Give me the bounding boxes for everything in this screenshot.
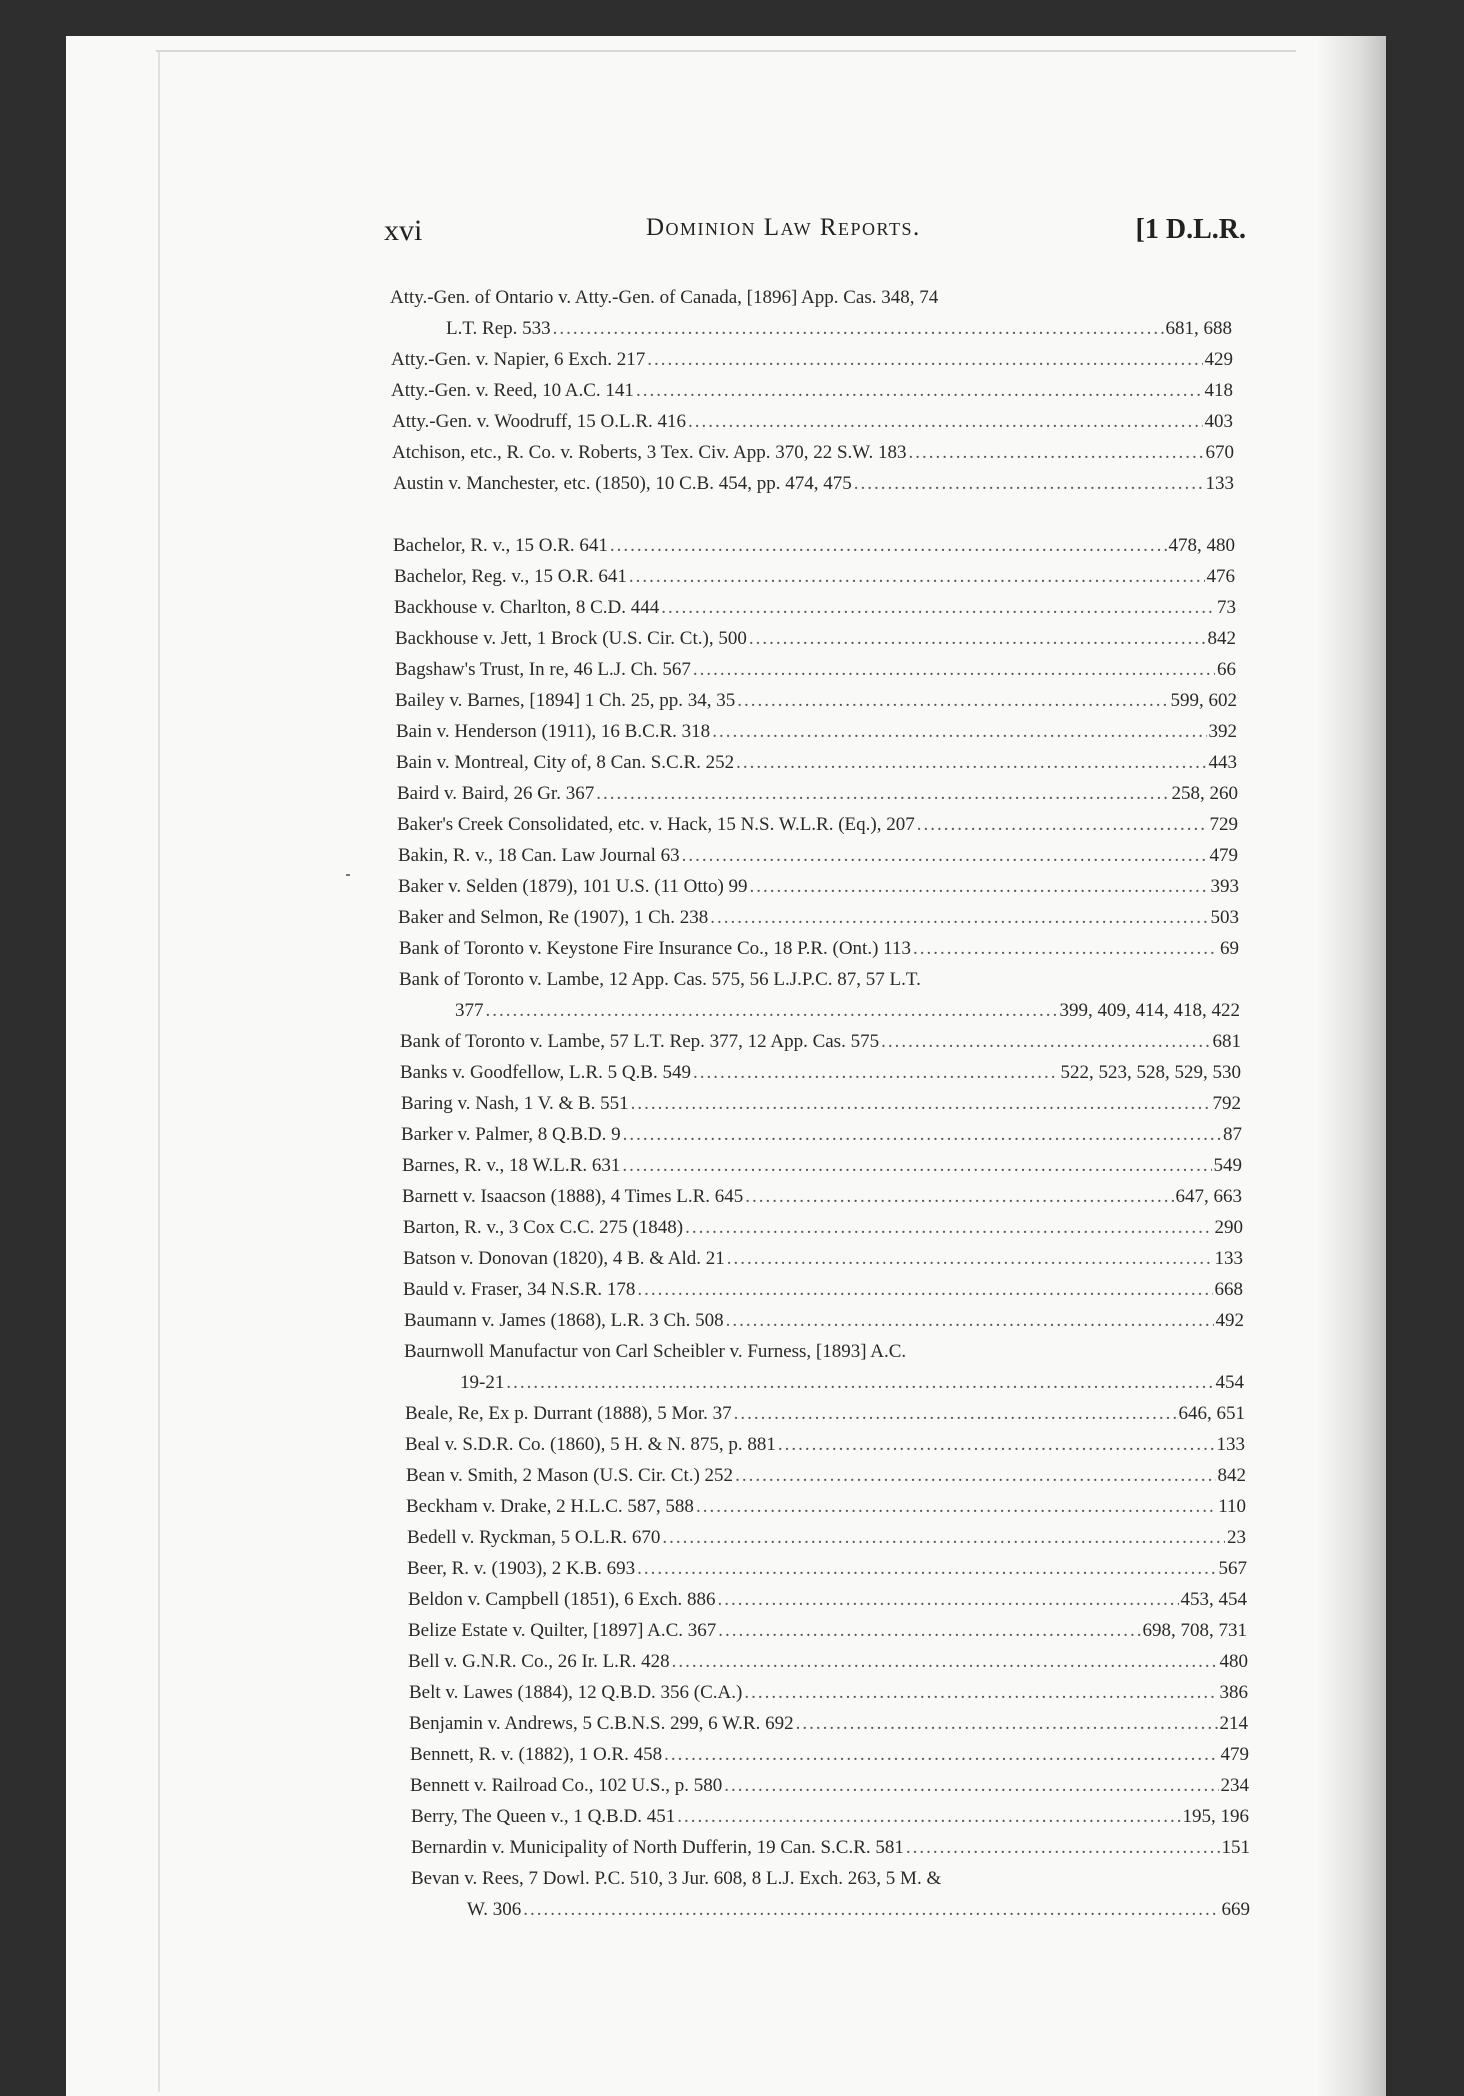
page-reference: 479 (1209, 845, 1238, 866)
case-entry (400, 1057, 1241, 1088)
case-entry (392, 437, 1234, 468)
dot-leader (750, 871, 1209, 902)
page-reference: 729 (1209, 814, 1238, 835)
case-title: Beer, R. v. (1903), 2 K.B. 693 (407, 1558, 636, 1579)
page-reference: 73 (1217, 597, 1236, 618)
case-entry (409, 1708, 1248, 1739)
case-title: Bank of Toronto v. Lambe, 12 App. Cas. 575, 56 L.J.P.C. 87, 57 L.T. (399, 969, 921, 990)
page-reference: 503 (1210, 907, 1239, 928)
case-entry (399, 933, 1239, 964)
page-reference: 393 (1210, 876, 1239, 897)
dot-leader (854, 468, 1204, 499)
case-title: Beale, Re, Ex p. Durrant (1888), 5 Mor. 37 (405, 1403, 732, 1424)
case-title: Bachelor, Reg. v., 15 O.R. 641 (394, 566, 627, 587)
case-entry (395, 685, 1237, 716)
case-title: Bedell v. Ryckman, 5 O.L.R. 670 (407, 1527, 661, 1548)
page-reference: 418 (1204, 380, 1233, 401)
page-reference: 258, 260 (1171, 783, 1238, 804)
case-entry (410, 1739, 1249, 1770)
case-entry (401, 1119, 1242, 1150)
case-entry (403, 1243, 1243, 1274)
case-title: Baurnwoll Manufactur von Carl Scheibler v. Furness, [1893] A.C. (404, 1341, 907, 1362)
page-reference: 133 (1214, 1248, 1243, 1269)
case-entry (403, 1274, 1243, 1305)
dot-leader (745, 1181, 1173, 1212)
case-entry (398, 902, 1239, 933)
case-title: Baker's Creek Consolidated, etc. v. Hack, 15 N.S. W.L.R. (Eq.), 207 (397, 814, 915, 835)
case-entry (405, 1429, 1245, 1460)
case-entry (390, 282, 1232, 344)
page-reference: 399, 409, 414, 418, 422 (1059, 1000, 1240, 1021)
page-reference: 670 (1205, 442, 1234, 463)
page-reference: 476 (1206, 566, 1235, 587)
case-title: Bauld v. Fraser, 34 N.S.R. 178 (403, 1279, 636, 1300)
dot-leader (637, 1274, 1212, 1305)
case-title: Austin v. Manchester, etc. (1850), 10 C.B. 454, pp. 474, 475 (393, 473, 852, 494)
case-entry (401, 1088, 1241, 1119)
case-title: Bain v. Henderson (1911), 16 B.C.R. 318 (396, 721, 711, 742)
case-title: Atty.-Gen. of Ontario v. Atty.-Gen. of Canada, [1896] App. Cas. 348, 74 (390, 287, 939, 308)
case-title: Barker v. Palmer, 8 Q.B.D. 9 (401, 1124, 621, 1145)
case-entry (391, 344, 1233, 375)
dot-leader (718, 1615, 1140, 1646)
dot-leader (672, 1646, 1218, 1677)
dot-leader (734, 1398, 1177, 1429)
case-title: Banks v. Goodfellow, L.R. 5 Q.B. 549 (400, 1062, 691, 1083)
running-title: Dominion Law Reports. (646, 214, 921, 241)
case-entry (391, 375, 1233, 406)
case-title: Beckham v. Drake, 2 H.L.C. 587, 588 (406, 1496, 694, 1517)
case-entry (407, 1522, 1246, 1553)
dot-leader (693, 1057, 1059, 1088)
page-reference: 698, 708, 731 (1142, 1620, 1247, 1641)
case-title: Barnes, R. v., 18 W.L.R. 631 (402, 1155, 621, 1176)
dot-leader (717, 1584, 1178, 1615)
case-entry (398, 871, 1239, 902)
case-entry (394, 561, 1235, 592)
case-entry (406, 1491, 1246, 1522)
case-title: Baker v. Selden (1879), 101 U.S. (11 Otto) 99 (398, 876, 748, 897)
case-title: Bank of Toronto v. Lambe, 57 L.T. Rep. 377, 12 App. Cas. 575 (400, 1031, 880, 1052)
dot-leader (710, 902, 1208, 933)
dot-leader (917, 809, 1208, 840)
page-reference: 290 (1214, 1217, 1243, 1238)
page-reference: 23 (1227, 1527, 1246, 1548)
page-reference: 234 (1220, 1775, 1249, 1796)
page-reference: 429 (1204, 349, 1233, 370)
stray-mark (346, 874, 350, 876)
page-reference: 842 (1217, 1465, 1246, 1486)
page-reference: 453, 454 (1180, 1589, 1247, 1610)
case-entry (393, 468, 1234, 499)
case-title: Backhouse v. Jett, 1 Brock (U.S. Cir. Ct.), 500 (395, 628, 747, 649)
case-title: Bell v. G.N.R. Co., 26 Ir. L.R. 428 (408, 1651, 670, 1672)
case-title-continuation: L.T. Rep. 533 (446, 318, 551, 339)
case-entry (408, 1646, 1248, 1677)
case-entry (395, 654, 1236, 685)
page-reference: 479 (1220, 1744, 1249, 1765)
dot-leader (647, 344, 1202, 375)
case-title: Belize Estate v. Quilter, [1897] A.C. 367 (408, 1620, 717, 1641)
case-entry (399, 964, 1240, 1026)
page-reference: 842 (1207, 628, 1236, 649)
case-title: Baird v. Baird, 26 Gr. 367 (397, 783, 595, 804)
dot-leader (906, 1832, 1220, 1863)
case-title: Backhouse v. Charlton, 8 C.D. 444 (394, 597, 660, 618)
case-entry (409, 1677, 1248, 1708)
case-entry (411, 1801, 1249, 1832)
dot-leader (664, 1739, 1218, 1770)
dot-leader (724, 1770, 1218, 1801)
dot-leader (685, 1212, 1212, 1243)
page-reference: 69 (1220, 938, 1239, 959)
page-reference: 403 (1204, 411, 1233, 432)
dot-leader (688, 406, 1203, 437)
case-entry (406, 1460, 1246, 1491)
dot-leader (523, 1894, 1219, 1925)
dot-leader (778, 1429, 1215, 1460)
page-reference: 454 (1215, 1372, 1244, 1393)
case-entry (400, 1026, 1241, 1057)
page-reference: 66 (1217, 659, 1236, 680)
case-entry (397, 809, 1238, 840)
case-entry (392, 406, 1233, 437)
case-title: Bennett v. Railroad Co., 102 U.S., p. 580 (410, 1775, 723, 1796)
dot-leader (735, 1460, 1215, 1491)
page-reference: 133 (1216, 1434, 1245, 1455)
case-entry (410, 1770, 1249, 1801)
dot-leader (913, 933, 1218, 964)
case-title: Bain v. Montreal, City of, 8 Can. S.C.R. 252 (396, 752, 735, 773)
case-title: Bennett, R. v. (1882), 1 O.R. 458 (410, 1744, 663, 1765)
page-reference: 681, 688 (1165, 318, 1232, 339)
case-title: Benjamin v. Andrews, 5 C.B.N.S. 299, 6 W.R. 692 (409, 1713, 794, 1734)
page-reference: 480 (1219, 1651, 1248, 1672)
page-reference: 492 (1215, 1310, 1244, 1331)
case-entry (394, 592, 1236, 623)
case-title: Bernardin v. Municipality of North Dufferin, 19 Can. S.C.R. 581 (411, 1837, 904, 1858)
case-title: Barton, R. v., 3 Cox C.C. 275 (1848) (403, 1217, 684, 1238)
dot-leader (506, 1367, 1213, 1398)
dot-leader (636, 375, 1203, 406)
page-number: xvi (384, 214, 423, 247)
dot-leader (744, 1677, 1217, 1708)
case-entry (393, 530, 1235, 561)
case-title: Berry, The Queen v., 1 Q.B.D. 451 (411, 1806, 676, 1827)
volume-citation: [1 D.L.R. (1135, 214, 1246, 245)
case-entry (404, 1336, 1244, 1398)
case-title: Baring v. Nash, 1 V. & B. 551 (401, 1093, 629, 1114)
page-reference: 646, 651 (1178, 1403, 1245, 1424)
case-entry (402, 1150, 1242, 1181)
page-reference: 647, 663 (1175, 1186, 1242, 1207)
page-reference: 386 (1219, 1682, 1248, 1703)
case-title: Barnett v. Isaacson (1888), 4 Times L.R. 645 (402, 1186, 744, 1207)
page-reference: 87 (1223, 1124, 1242, 1145)
case-title: Atty.-Gen. v. Reed, 10 A.C. 141 (391, 380, 634, 401)
page-reference: 478, 480 (1168, 535, 1235, 556)
case-title: Baker and Selmon, Re (1907), 1 Ch. 238 (398, 907, 709, 928)
dot-leader (737, 685, 1168, 716)
case-title: Bank of Toronto v. Keystone Fire Insurance Co., 18 P.R. (Ont.) 113 (399, 938, 911, 959)
case-title: Belt v. Lawes (1884), 12 Q.B.D. 356 (C.A.) (409, 1682, 743, 1703)
page-reference: 214 (1219, 1713, 1248, 1734)
dot-leader (622, 1150, 1211, 1181)
case-entry (396, 747, 1237, 778)
dot-leader (486, 995, 1058, 1026)
case-entry (408, 1584, 1247, 1615)
dot-leader (596, 778, 1169, 809)
case-title: Beal v. S.D.R. Co. (1860), 5 H. & N. 875, p. 881 (405, 1434, 776, 1455)
case-title: Atty.-Gen. v. Woodruff, 15 O.L.R. 416 (392, 411, 686, 432)
dot-leader (736, 747, 1206, 778)
case-entry (407, 1553, 1247, 1584)
case-entry (397, 778, 1238, 809)
case-title: Beldon v. Campbell (1851), 6 Exch. 886 (408, 1589, 716, 1610)
page-reference: 792 (1212, 1093, 1241, 1114)
case-title: Atchison, etc., R. Co. v. Roberts, 3 Tex. Civ. App. 370, 22 S.W. 183 (392, 442, 907, 463)
case-entry (396, 716, 1237, 747)
dot-leader (749, 623, 1206, 654)
dot-leader (631, 1088, 1211, 1119)
case-title: Batson v. Donovan (1820), 4 B. & Ald. 21 (403, 1248, 725, 1269)
dot-leader (682, 840, 1208, 871)
dot-leader (712, 716, 1206, 747)
case-title: Atty.-Gen. v. Napier, 6 Exch. 217 (391, 349, 646, 370)
page-reference: 195, 196 (1182, 1806, 1249, 1827)
case-title: Bean v. Smith, 2 Mason (U.S. Cir. Ct.) 252 (406, 1465, 734, 1486)
page-reference: 110 (1218, 1496, 1246, 1517)
dot-leader (629, 561, 1205, 592)
dot-leader (661, 592, 1215, 623)
case-title: Bailey v. Barnes, [1894] 1 Ch. 25, pp. 34, 35 (395, 690, 736, 711)
case-title: Baumann v. James (1868), L.R. 3 Ch. 508 (404, 1310, 724, 1331)
case-entry (402, 1181, 1242, 1212)
page-reference: 522, 523, 528, 529, 530 (1060, 1062, 1241, 1083)
case-entry (411, 1832, 1250, 1863)
page-reference: 681 (1212, 1031, 1241, 1052)
dot-leader (623, 1119, 1221, 1150)
dot-leader (553, 313, 1164, 344)
dot-leader (677, 1801, 1180, 1832)
case-title: Bagshaw's Trust, In re, 46 L.J. Ch. 567 (395, 659, 691, 680)
case-entry (398, 840, 1238, 871)
case-entry (405, 1398, 1245, 1429)
page-reference: 549 (1213, 1155, 1242, 1176)
dot-leader (726, 1305, 1214, 1336)
page-reference: 668 (1214, 1279, 1243, 1300)
dot-leader (693, 654, 1215, 685)
case-entry (408, 1615, 1247, 1646)
page-reference: 151 (1221, 1837, 1250, 1858)
page-reference: 133 (1205, 473, 1234, 494)
dot-leader (908, 437, 1203, 468)
page-reference: 567 (1218, 1558, 1247, 1579)
case-title-continuation: W. 306 (467, 1899, 522, 1920)
dot-leader (662, 1522, 1225, 1553)
page-reference: 392 (1208, 721, 1237, 742)
case-entry (411, 1863, 1250, 1925)
page-reference: 669 (1221, 1899, 1250, 1920)
case-title-continuation: 19-21 (460, 1372, 505, 1393)
page-reference: 443 (1208, 752, 1237, 773)
case-title: Bachelor, R. v., 15 O.R. 641 (393, 535, 608, 556)
case-entry (395, 623, 1236, 654)
case-entry (403, 1212, 1243, 1243)
page-reference: 599, 602 (1170, 690, 1237, 711)
case-entry (404, 1305, 1244, 1336)
dot-leader (796, 1708, 1218, 1739)
dot-leader (610, 530, 1167, 561)
dot-leader (696, 1491, 1216, 1522)
dot-leader (727, 1243, 1213, 1274)
case-title: Bevan v. Rees, 7 Dowl. P.C. 510, 3 Jur. 608, 8 L.J. Exch. 263, 5 M. & (411, 1868, 942, 1889)
case-title: Bakin, R. v., 18 Can. Law Journal 63 (398, 845, 680, 866)
dot-leader (881, 1026, 1210, 1057)
dot-leader (637, 1553, 1216, 1584)
case-title-continuation: 377 (455, 1000, 484, 1021)
